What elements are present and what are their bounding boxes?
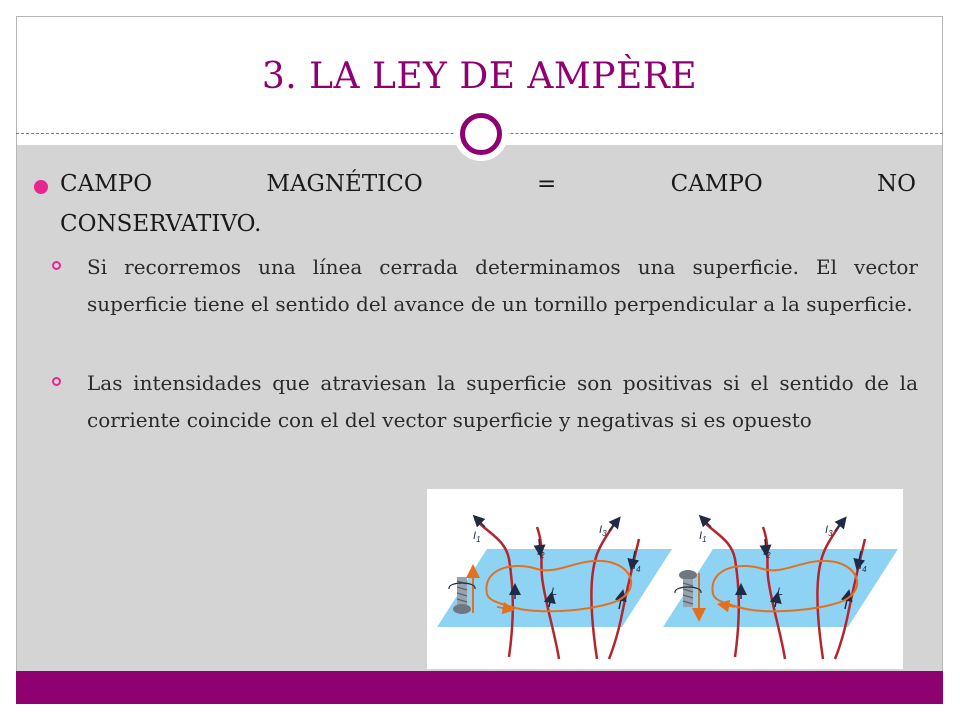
main-bullet-line1: CAMPO MAGNÉTICO = CAMPO NO	[60, 171, 916, 197]
svg-text:I1: $I_1$	[473, 530, 481, 544]
figure-left-panel	[437, 519, 672, 659]
svg-text:I4: $I_4$	[633, 560, 641, 574]
ring-ornament-icon	[460, 113, 502, 155]
svg-text:I2: $I_2$	[537, 546, 545, 560]
ring-bullet-icon	[52, 377, 61, 386]
ring-bullet-icon	[52, 261, 61, 270]
svg-text:I2: $I_2$	[763, 546, 771, 560]
main-bullet-text	[60, 164, 916, 244]
footer-bar	[16, 671, 943, 704]
slide-title: 3. LA LEY DE AMPÈRE	[261, 55, 698, 97]
sub-bullet-text: Las intensidades que atraviesan la superficie son positivas si el sentido de la corriente coincide con el del vector superficie y negativas si es opuesto	[87, 371, 918, 432]
svg-text:I3: $I_3$	[599, 524, 607, 538]
sub-bullet-text: Si recorremos una línea cerrada determinamos una superficie. El vector superficie tiene el sentido del avance de un tornillo perpendicular a la superficie.	[87, 255, 918, 316]
sub-bullet-1	[52, 249, 918, 323]
ampere-figure	[427, 489, 903, 669]
main-bullet-line2: CONSERVATIVO.	[60, 211, 262, 237]
sub-bullet-2	[52, 365, 918, 439]
figure-right-panel	[663, 519, 898, 659]
label-i1: I	[473, 530, 477, 542]
svg-text:I3: $I_3$	[825, 524, 833, 538]
svg-text:I1: $I_1$	[699, 530, 707, 544]
loop-label-left: L	[551, 586, 558, 598]
main-bullet-dot-icon	[34, 180, 48, 194]
loop-label-right: L	[777, 586, 784, 598]
svg-text:I4: $I_4$	[859, 560, 867, 574]
